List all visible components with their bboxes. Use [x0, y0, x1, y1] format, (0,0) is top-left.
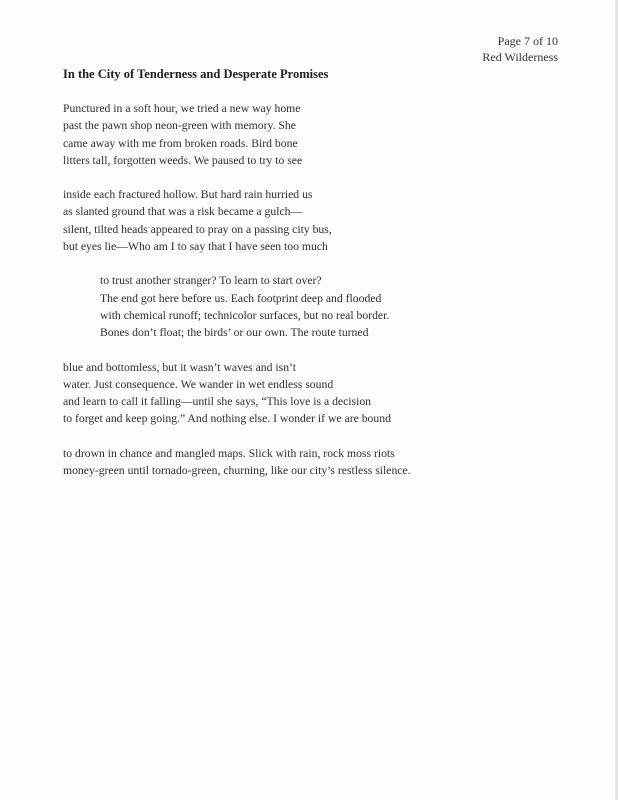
poem-line: with chemical runoff; technicolor surfaces, but no real border.: [100, 308, 390, 322]
stanza-1: [63, 100, 583, 169]
poem-line: blue and bottomless, but it wasn’t waves and isn’t: [63, 360, 296, 374]
collection-title: Red Wilderness: [482, 50, 558, 64]
poem-line: Punctured in a soft hour, we tried a new way home: [63, 102, 301, 115]
poem-line: and learn to call it falling—until she says, “This love is a decision: [63, 395, 372, 409]
poem-line: The end got here before us. Each footprint deep and flooded: [100, 291, 382, 305]
poem-line: Bones don’t float; the birds’ or our own. The route turned: [100, 326, 369, 340]
poem-line: water. Just consequence. We wander in wet endless sound: [63, 377, 334, 391]
stanza-5: [63, 445, 583, 480]
stanza-4: [63, 359, 583, 428]
poem-line: inside each fractured hollow. But hard rain hurried us: [63, 188, 313, 202]
page-number: Page 7 of 10: [497, 34, 558, 48]
poem-line: as slanted ground that was a risk became a gulch—: [63, 205, 303, 219]
poem-line: came away with me from broken roads. Bird bone: [63, 136, 298, 150]
poem-line: to forget and keep going.” And nothing else. I wonder if we are bound: [63, 412, 391, 426]
poem-line: past the pawn shop neon-green with memory. She: [63, 119, 296, 133]
poem-line: silent, tilted heads appeared to pray on a passing city bus,: [63, 222, 332, 236]
running-header: [482, 33, 558, 65]
poem-line: litters tall, forgotten weeds. We paused to try to see: [63, 153, 303, 167]
poem-line: to drown in chance and mangled maps. Slick with rain, rock moss riots: [63, 446, 395, 460]
stanza-2: [63, 186, 583, 255]
poem-line: to trust another stranger? To learn to start over?: [100, 274, 322, 288]
poem-body: [63, 100, 583, 496]
poem-line: money-green until tornado-green, churning, like our city’s restless silence.: [63, 464, 411, 478]
poem-title: In the City of Tenderness and Desperate Promises: [63, 67, 329, 81]
poem-line: but eyes lie—Who am I to say that I have seen too much: [63, 240, 328, 254]
stanza-3: [63, 272, 583, 341]
